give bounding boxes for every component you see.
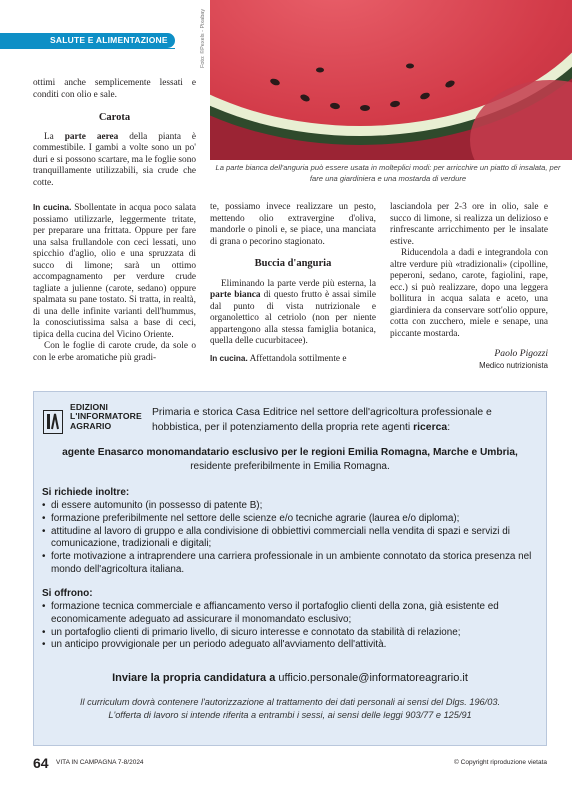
paragraph: Riducendola a dadi e integrandola con altre verdure più «tradizionali» (cipolline, peperoni, sedano, carote, fagiolini, rape, ecc.) si può realizzare, dopo una leggera bollitura in acqua salata e aceto, una giardiniera da conservare sott'olio oppure, cotta con zucchero, miele e senape, una piccante mostarda.: [390, 248, 548, 339]
list-item: • forte motivazione a intraprendere una carriera professionale in un ambiente connotato da storica presenza nel mondo dell'agricoltura italiana.: [42, 551, 538, 577]
apply-line: Inviare la propria candidatura a ufficio.personale@informatoreagrario.it: [112, 672, 468, 684]
paragraph: In cucina. Affettandola sottilmente e: [210, 353, 347, 364]
list-item: • un anticipo provvigionale per un periodo adeguato all'avviamento dell'attività.: [42, 639, 538, 652]
watermelon-photo: [210, 0, 572, 160]
copyright-notice: © Copyright riproduzione vietata: [454, 759, 547, 766]
list-item: • un portafoglio clienti di primario livello, di sicuro interesse e connotato da stabilità di relazione;: [42, 627, 538, 640]
photo-credit: Foto: ©Pexels - Pixabay: [200, 8, 206, 68]
page-number: 64: [33, 755, 49, 771]
section-tab: SALUTE E ALIMENTAZIONE: [0, 33, 175, 48]
section-rule: [0, 48, 175, 49]
paragraph: te, possiamo invece realizzare un pesto, mettendo olio extravergine d'oliva, mandorle o pinoli e, se piace, una manciata di grana o pecorino stagionato.: [210, 202, 376, 247]
watermelon-illustration: [210, 0, 572, 160]
column-1-top: [33, 78, 196, 189]
ad-intro: Primaria e storica Casa Editrice nel settore dell'agricoltura professionale e hobbistica, per il potenziamento della propria rete agenti ricerca:: [152, 407, 492, 433]
paragraph: In cucina. Sbollentate in acqua poco salata possiamo utilizzarle, leggermente tritate, per preparare una frittata. Oppure per fare una salsa frullandole con ceci lessati, uno spicchio d'aglio, olio e una spruzzata di succo di limone; sarà un ottimo accompagnamento per verdure crude tagliate a julienne (carote, sedano) oppure spalmata su pane tostato. Si tratta, in realtà, di una delle infinite varianti dell'hummus, la conosciutissima salsa a base di ceci, tipica della cucina del Vicino Oriente.: [33, 203, 196, 340]
requirements-list: [42, 500, 538, 577]
application-email-link[interactable]: ufficio.personale@informatoreagrario.it: [278, 672, 468, 684]
author-role: Medico nutrizionista: [479, 360, 548, 370]
paragraph: La parte aerea della pianta è commestibile. I gambi a volte sono un po' duri e si possono scartare, ma le foglie sono tranquillamente utilizzabili, sia crude che cotte.: [33, 131, 196, 188]
list-item: • attitudine al lavoro di gruppo e alla condivisione di obbiettivi commerciali nella vendita di spazi e servizi di comunicazione, tradizionali e digitali;: [42, 526, 538, 552]
paragraph: Eliminando la parte verde più esterna, la parte bianca di questo frutto è assai simile dal punto di vista nutrizionale e organolettico al cetriolo (non per niente appartengono alla stessa famiglia botanica, quella delle cucurbitacee).: [210, 278, 376, 346]
heading-carota: Carota: [98, 112, 131, 123]
paragraph: lasciandola per 2-3 ore in olio, sale e succo di limone, si realizza un delizioso e rinfrescante arricchimento per le insalate estive.: [390, 202, 548, 247]
heading-buccia: Buccia d'anguria: [254, 258, 332, 269]
publisher-logo-text: EDIZIONI L'INFORMATORE AGRARIO: [70, 402, 142, 431]
requirements-title: Si richiede inoltre:: [42, 487, 130, 498]
column-1-bottom: [33, 202, 196, 364]
column-2: [210, 202, 376, 365]
paragraph: ottimi anche semplicemente lessati e conditi con olio e sale.: [33, 78, 196, 100]
ad-legal-note: Il curriculum dovrà contenere l'autorizzazione al trattamento dei dati personali ai sensi del Dlgs. 196/03. L'offerta di lavoro si intende riferita a entrambi i sessi, ai sensi delle leggi 903/77 e 125/91: [79, 697, 500, 720]
ad-residence: residente preferibilmente in Emilia Romagna.: [190, 461, 390, 472]
paragraph: Con le foglie di carote crude, da sole o con le erbe aromatiche più gradi-: [33, 341, 196, 363]
ad-position: agente Enasarco monomandatario esclusivo per le regioni Emilia Romagna, Marche e Umbria,: [62, 447, 518, 458]
column-3: [390, 202, 548, 371]
list-item: • di essere automunito (in possesso di patente B);: [42, 500, 538, 513]
job-advertisement: [33, 391, 547, 746]
publisher-logo-icon: [43, 410, 63, 434]
photo-caption: La parte bianca dell'anguria può essere usata in molteplici modi: per arricchire un piatto di insalata, per fare una giardiniera e una mostarda di verdure: [215, 163, 561, 183]
publication-issue: VITA IN CAMPAGNA 7-8/2024: [56, 759, 144, 766]
offers-list: [42, 601, 538, 652]
offers-title: Si offrono:: [42, 588, 93, 599]
author-signature: Paolo Pigozzi: [494, 348, 548, 359]
list-item: • formazione preferibilmente nel settore delle scienze e/o tecniche agrarie (laurea e/o diploma);: [42, 513, 538, 526]
list-item: • formazione tecnica commerciale e affiancamento verso il portafoglio clienti della zona, già esistente ed economicamente adeguato ad assicurare il monomandato esclusivo;: [42, 601, 538, 627]
